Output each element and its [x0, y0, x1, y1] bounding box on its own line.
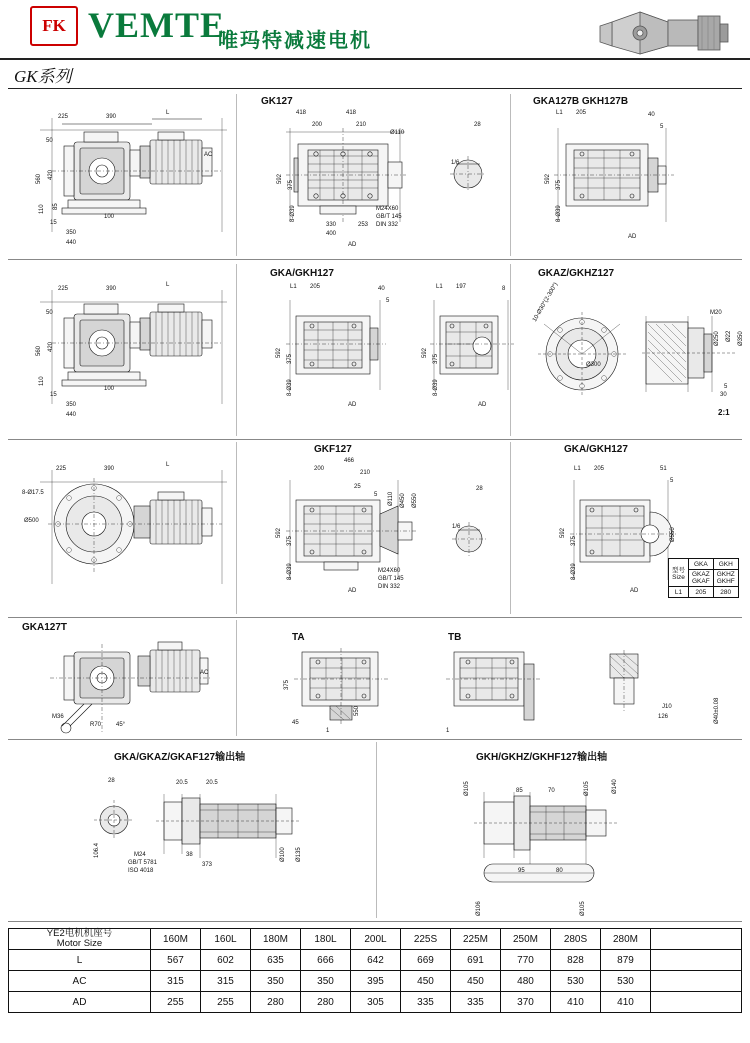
- row2-right-dim-30: 30: [720, 392, 727, 398]
- row2-mid-dim-L1: L1: [290, 284, 297, 290]
- row3-mid-dim-592: 592: [276, 527, 282, 538]
- panel-row5: [8, 740, 742, 922]
- row5-left-dim-d100: Ø100: [280, 847, 286, 862]
- row5-right-dim-85: 85: [516, 788, 523, 794]
- L-160L: 602: [201, 950, 251, 971]
- row3-mid-note-1-6: 1/6: [452, 524, 461, 530]
- row3-left-dim-390: 390: [104, 466, 115, 472]
- AC-180L: 350: [301, 971, 351, 992]
- row2-right-dim-d300: Ø300: [586, 362, 601, 368]
- row1-mid-dim-200: 200: [312, 122, 323, 128]
- row3-right-dim-AD: AD: [630, 588, 639, 594]
- row2-midb-dim-L1: L1: [436, 284, 443, 290]
- row1-right-dim-40: 40: [648, 112, 655, 118]
- row1-right-dim-375: 375: [556, 179, 562, 190]
- drawing-gk127-assembly-left: [22, 110, 232, 250]
- row2-mid-dim-5: 5: [386, 298, 390, 304]
- drawing-gka-gkh127-right: [564, 474, 684, 592]
- panel-row2-divider-1: [236, 264, 237, 436]
- row2-midb-dim-8: 8: [502, 286, 506, 292]
- panel-row3-divider-2: [510, 442, 511, 614]
- size-gkhz: GKHZ: [716, 571, 735, 578]
- L-225S: 669: [401, 950, 451, 971]
- row5-right-dim-d105a: Ø105: [464, 781, 470, 796]
- AC-225S: 450: [401, 971, 451, 992]
- AD-200L: 305: [351, 992, 401, 1013]
- size-table-col-gkhz: [713, 570, 738, 587]
- row5-right-dim-d140: Ø140: [612, 779, 618, 794]
- row4-ta-dim-375: 375: [284, 679, 290, 690]
- L-160M: 567: [151, 950, 201, 971]
- row5-left-dim-205b: 20.5: [206, 780, 218, 786]
- row2-left-dim-560: 560: [36, 345, 42, 356]
- row1-mid-dim-253: 253: [358, 222, 369, 228]
- drawing-gka127b-right: [548, 122, 678, 232]
- panel-row5-title-2: GKH/GKHZ/GKHF127输出轴: [476, 752, 608, 763]
- AD-spare: [651, 992, 742, 1013]
- row2-right-dim-d350: Ø350: [738, 331, 744, 346]
- table-header-row: [9, 929, 742, 950]
- row3-right-dim-L1: L1: [574, 466, 581, 472]
- row2-left-dim-390: 390: [106, 286, 117, 292]
- row2-left-dim-100: 100: [104, 386, 115, 392]
- AD-160M: 255: [151, 992, 201, 1013]
- AD-180M: 280: [251, 992, 301, 1013]
- row5-right-dim-d106: Ø106: [476, 901, 482, 916]
- row4-ta-dim-550: 550: [354, 705, 360, 716]
- drawing-gka-gkh127-mid-a: [280, 294, 390, 399]
- company-logo: [30, 6, 78, 46]
- L-225M: 691: [451, 950, 501, 971]
- panel-row3-title-2: GKA/GKH127: [564, 444, 628, 455]
- AC-200L: 395: [351, 971, 401, 992]
- AC-280M: 530: [601, 971, 651, 992]
- AC-160L: 315: [201, 971, 251, 992]
- row3-mid-note-din: DIN 332: [378, 584, 401, 590]
- brand-name-cn: 唯玛特减速电机: [218, 30, 372, 52]
- page-header: [0, 0, 750, 60]
- row1-mid-dim-AD: AD: [348, 242, 357, 248]
- row2-left-dim-50: 50: [46, 310, 53, 316]
- row2-left-dim-L: L: [166, 282, 170, 288]
- row4-ta-dim-1: 1: [326, 728, 330, 734]
- drawing-gkf127-assembly-left: [22, 462, 232, 602]
- row2-left-dim-15: 15: [50, 392, 57, 398]
- row3-mid-dim-375: 375: [287, 535, 293, 546]
- L-spare: [651, 950, 742, 971]
- row2-mid-dim-40: 40: [378, 286, 385, 292]
- col-spare-header: [651, 929, 742, 950]
- row5-right-dim-95: 95: [518, 868, 525, 874]
- row1-mid-note-m24: M24X60: [376, 206, 399, 212]
- row2-left-dim-350: 350: [66, 402, 77, 408]
- size-table-label-en: Size: [672, 573, 685, 581]
- row3-left-note-holes: 8-Ø17.5: [22, 490, 44, 496]
- row3-mid-note-m24: M24X60: [378, 568, 401, 574]
- size-table-l1-gka: 205: [689, 587, 714, 598]
- row5-left-note-iso: ISO 4018: [128, 868, 154, 874]
- table-row-AD: [9, 992, 742, 1013]
- brand-name: VEMTE: [88, 5, 226, 45]
- row2-midb-dim-AD: AD: [478, 402, 487, 408]
- row3-right-dim-d550: Ø550: [670, 527, 676, 542]
- size-table-col-gka: GKA: [689, 559, 714, 570]
- L-200L: 642: [351, 950, 401, 971]
- size-table: [668, 558, 739, 598]
- AC-280S: 530: [551, 971, 601, 992]
- row1-mid-dim-375: 375: [288, 179, 294, 190]
- size-gkaf: GKAF: [692, 578, 710, 585]
- row3-mid-dim-200: 200: [314, 466, 325, 472]
- row4-tb-dim-1: 1: [446, 728, 450, 734]
- row4-left-dim-45deg: 45°: [116, 722, 126, 728]
- row-label-AD: AD: [9, 992, 151, 1013]
- col-180M: 180M: [251, 929, 301, 950]
- panel-row1-divider-1: [236, 94, 237, 256]
- panel-row3: [8, 440, 742, 618]
- row1-left-dim-L: L: [166, 110, 170, 116]
- row1-mid-dim-210: 210: [356, 122, 367, 128]
- L-180L: 666: [301, 950, 351, 971]
- row5-left-note-gbt: GB/T 5781: [128, 860, 157, 866]
- row4-detail-d40: Ø40±0.08: [714, 697, 720, 724]
- row4-left-dim-AC: AC: [200, 670, 209, 676]
- drawing-gka-gkh127-assembly-left: [22, 282, 232, 422]
- col-200L: 200L: [351, 929, 401, 950]
- row2-right-dim-5: 5: [724, 384, 728, 390]
- row1-left-dim-225: 225: [58, 114, 69, 120]
- drawing-gkaz-shrinkdisc-front: [524, 306, 634, 402]
- row1-mid-dim-d110: Ø110: [390, 130, 405, 136]
- drawing-gka-gkh127-mid-b: [426, 294, 518, 399]
- row1-left-dim-50: 50: [46, 138, 53, 144]
- AD-225S: 335: [401, 992, 451, 1013]
- row1-mid-dim-418a: 418: [296, 110, 307, 116]
- col-280S: 280S: [551, 929, 601, 950]
- table-row-AC: [9, 971, 742, 992]
- AC-250M: 480: [501, 971, 551, 992]
- col-160L: 160L: [201, 929, 251, 950]
- panel-row1-divider-2: [510, 94, 511, 256]
- row3-right-dim-375: 375: [571, 535, 577, 546]
- AC-225M: 450: [451, 971, 501, 992]
- row2-left-dim-225: 225: [58, 286, 69, 292]
- AC-160M: 315: [151, 971, 201, 992]
- row1-left-dim-15: 15: [50, 220, 57, 226]
- row1-right-dim-AD: AD: [628, 234, 637, 240]
- col-225S: 225S: [401, 929, 451, 950]
- row3-left-dim-225: 225: [56, 466, 67, 472]
- row1-left-dim-390: 390: [106, 114, 117, 120]
- row2-midb-dim-8x39: 8-Ø39: [433, 379, 439, 396]
- row1-right-dim-205: 205: [576, 110, 587, 116]
- row1-mid-dim-418b: 418: [346, 110, 357, 116]
- row3-mid-dim-8x39: 8-Ø39: [287, 563, 293, 580]
- row1-left-dim-100: 100: [104, 214, 115, 220]
- L-180M: 635: [251, 950, 301, 971]
- row3-mid-dim-d450: Ø450: [400, 493, 406, 508]
- row2-right-scale: 2:1: [718, 408, 730, 417]
- row1-right-dim-592: 592: [545, 173, 551, 184]
- motor-size-table: [8, 928, 742, 1013]
- table-header-en: Motor Size: [56, 938, 103, 949]
- row2-mid-dim-205: 205: [310, 284, 321, 290]
- panel-row2-title-1: GKA/GKH127: [270, 268, 334, 279]
- row5-right-dim-70: 70: [548, 788, 555, 794]
- panel-row4-divider-1: [236, 620, 237, 736]
- row1-mid-dim-592: 592: [277, 173, 283, 184]
- row3-right-dim-592: 592: [560, 527, 566, 538]
- logo-text: FK: [42, 16, 66, 35]
- drawing-output-shaft-gka: [88, 776, 328, 886]
- row4-left-dim-R70: R70: [90, 722, 102, 728]
- series-title: GK系列: [14, 67, 72, 86]
- AD-280S: 410: [551, 992, 601, 1013]
- row2-right-dim-d250: Ø250: [714, 331, 720, 346]
- AC-spare: [651, 971, 742, 992]
- size-table-row-header: [669, 559, 739, 570]
- row3-mid-dim-5: 5: [374, 492, 378, 498]
- row1-mid-dim-330: 330: [326, 222, 337, 228]
- L-250M: 770: [501, 950, 551, 971]
- drawing-shaft-end-detail-row1: [446, 152, 490, 196]
- size-table-l1-gkh: 280: [713, 587, 738, 598]
- size-gkaz: GKAZ: [692, 571, 710, 578]
- col-180L: 180L: [301, 929, 351, 950]
- panel-row1: [8, 92, 742, 260]
- size-table-l1-label: L1: [669, 587, 689, 598]
- drawing-tb-view: [440, 644, 550, 730]
- AD-160L: 255: [201, 992, 251, 1013]
- row2-midb-dim-592: 592: [422, 347, 428, 358]
- row1-mid-dim-8x39: 8-Ø39: [290, 205, 296, 222]
- panel-row4-title-1: GKA127T: [22, 622, 68, 633]
- row2-right-dim-M20: M20: [710, 310, 722, 316]
- drawing-gkaz-shrinkdisc-section: [636, 306, 744, 402]
- row1-right-dim-8x39: 8-Ø39: [556, 205, 562, 222]
- size-table-label-cn: 型号: [672, 566, 685, 574]
- row1-left-dim-440: 440: [66, 240, 77, 246]
- row2-mid-dim-AD: AD: [348, 402, 357, 408]
- panel-row5-title-1: GKA/GKAZ/GKAF127输出轴: [114, 752, 246, 763]
- col-280M: 280M: [601, 929, 651, 950]
- row2-mid-dim-592: 592: [276, 347, 282, 358]
- drawing-gkf127-section-mid: [280, 474, 420, 592]
- row2-right-note-holes: 10-Ø30°(2-300°): [532, 281, 560, 323]
- L-280S: 828: [551, 950, 601, 971]
- row5-right-dim-80: 80: [556, 868, 563, 874]
- table-header-cn: YE2电机机座号: [46, 928, 113, 940]
- row1-left-dim-AC: AC: [204, 152, 213, 158]
- row2-left-dim-110: 110: [39, 376, 45, 386]
- row1-mid-note-din: DIN 332: [376, 222, 399, 228]
- size-table-label: [669, 559, 689, 587]
- row3-mid-dim-210: 210: [360, 470, 371, 476]
- row1-mid-dim-400: 400: [326, 231, 337, 237]
- row1-right-dim-L1: L1: [556, 110, 563, 116]
- row2-midb-dim-197: 197: [456, 284, 467, 290]
- row5-right-dim-d105c: Ø105: [580, 901, 586, 916]
- row1-right-dim-5: 5: [660, 124, 664, 130]
- row3-mid-dim-d550: Ø550: [412, 493, 418, 508]
- AD-225M: 335: [451, 992, 501, 1013]
- row2-left-dim-440: 440: [66, 412, 77, 418]
- size-gkhf: GKHF: [716, 578, 735, 585]
- AC-180M: 350: [251, 971, 301, 992]
- panel-row4-title-3: TB: [448, 632, 462, 643]
- row4-detail-J10: J10: [662, 704, 672, 710]
- row4-ta-dim-45: 45: [292, 720, 299, 726]
- row3-left-dim-d500: Ø500: [24, 518, 39, 524]
- row4-detail-126: 126: [658, 714, 669, 720]
- row3-mid-dim-25: 25: [354, 484, 361, 490]
- row3-mid-dim-d110: Ø110: [388, 491, 394, 506]
- row1-left-dim-350: 350: [66, 230, 77, 236]
- size-table-col-gkh: GKH: [713, 559, 738, 570]
- row5-left-dim-d135: Ø135: [296, 847, 302, 862]
- row3-mid-dim-AD: AD: [348, 588, 357, 594]
- panel-row4: [8, 618, 742, 740]
- drawing-key-detail: [596, 648, 656, 718]
- panel-row3-divider-1: [236, 442, 237, 614]
- row2-right-dim-d22: Ø22: [726, 330, 732, 342]
- AD-180L: 280: [301, 992, 351, 1013]
- row2-mid-dim-375: 375: [287, 353, 293, 364]
- row2-midb-dim-375: 375: [433, 353, 439, 364]
- drawing-output-shaft-gkh: [458, 778, 708, 894]
- row3-right-dim-51: 51: [660, 466, 667, 472]
- row-label-AC: AC: [9, 971, 151, 992]
- row5-right-dim-d105b: Ø105: [584, 781, 590, 796]
- panel-row1-title-2: GKA127B GKH127B: [533, 96, 629, 107]
- row3-mid-dim-28: 28: [476, 486, 483, 492]
- row1-left-dim-420: 420: [48, 169, 54, 180]
- row3-mid-note-gbt: GB/T 145: [378, 576, 404, 582]
- row-label-L: L: [9, 950, 151, 971]
- panel-row2: [8, 262, 742, 440]
- row4-left-dim-M36: M36: [52, 714, 64, 720]
- drawing-shaft-end-detail-row3: [448, 518, 490, 560]
- row5-left-note-m24: M24: [134, 852, 146, 858]
- drawing-ta-view: [288, 644, 398, 730]
- panel-row4-title-2: TA: [292, 632, 305, 643]
- row5-left-dim-205a: 20.5: [176, 780, 188, 786]
- table-header-label: [9, 929, 151, 950]
- AD-280M: 410: [601, 992, 651, 1013]
- row1-left-dim-85: 85: [53, 203, 59, 210]
- L-280M: 879: [601, 950, 651, 971]
- row5-left-dim-373: 373: [202, 862, 213, 868]
- row3-right-dim-8x39: 8-Ø39: [571, 563, 577, 580]
- row3-mid-dim-466: 466: [344, 458, 355, 464]
- row2-left-dim-420: 420: [48, 341, 54, 352]
- row1-mid-note-1-6: 1/6: [451, 160, 460, 166]
- panel-row1-title-1: GK127: [261, 96, 293, 107]
- gearbox-photo-icon: [582, 2, 732, 58]
- row5-left-dim-28: 28: [108, 778, 115, 784]
- col-160M: 160M: [151, 929, 201, 950]
- size-table-row-l1: [669, 587, 739, 598]
- row5-left-dim-1064: 106.4: [94, 842, 100, 858]
- row1-mid-note-gbt: GB/T 145: [376, 214, 402, 220]
- row3-right-dim-205: 205: [594, 466, 605, 472]
- panel-row2-title-2: GKAZ/GKHZ127: [538, 268, 615, 279]
- panel-row5-divider-1: [376, 742, 377, 918]
- row1-left-dim-560: 560: [36, 173, 42, 184]
- AD-250M: 370: [501, 992, 551, 1013]
- row1-left-dim-110: 110: [39, 204, 45, 214]
- drawing-gka127t-assembly: [26, 634, 226, 738]
- row2-mid-dim-8x39: 8-Ø39: [287, 379, 293, 396]
- col-250M: 250M: [501, 929, 551, 950]
- col-225M: 225M: [451, 929, 501, 950]
- row5-left-dim-38: 38: [186, 852, 193, 858]
- size-table-col-gkaz: [689, 570, 714, 587]
- row3-left-dim-L: L: [166, 462, 170, 468]
- row1-mid-dim-28: 28: [474, 122, 481, 128]
- panel-row3-title-1: GKF127: [314, 444, 352, 455]
- row3-right-dim-5: 5: [670, 478, 674, 484]
- divider-top: [8, 88, 742, 89]
- table-row-L: [9, 950, 742, 971]
